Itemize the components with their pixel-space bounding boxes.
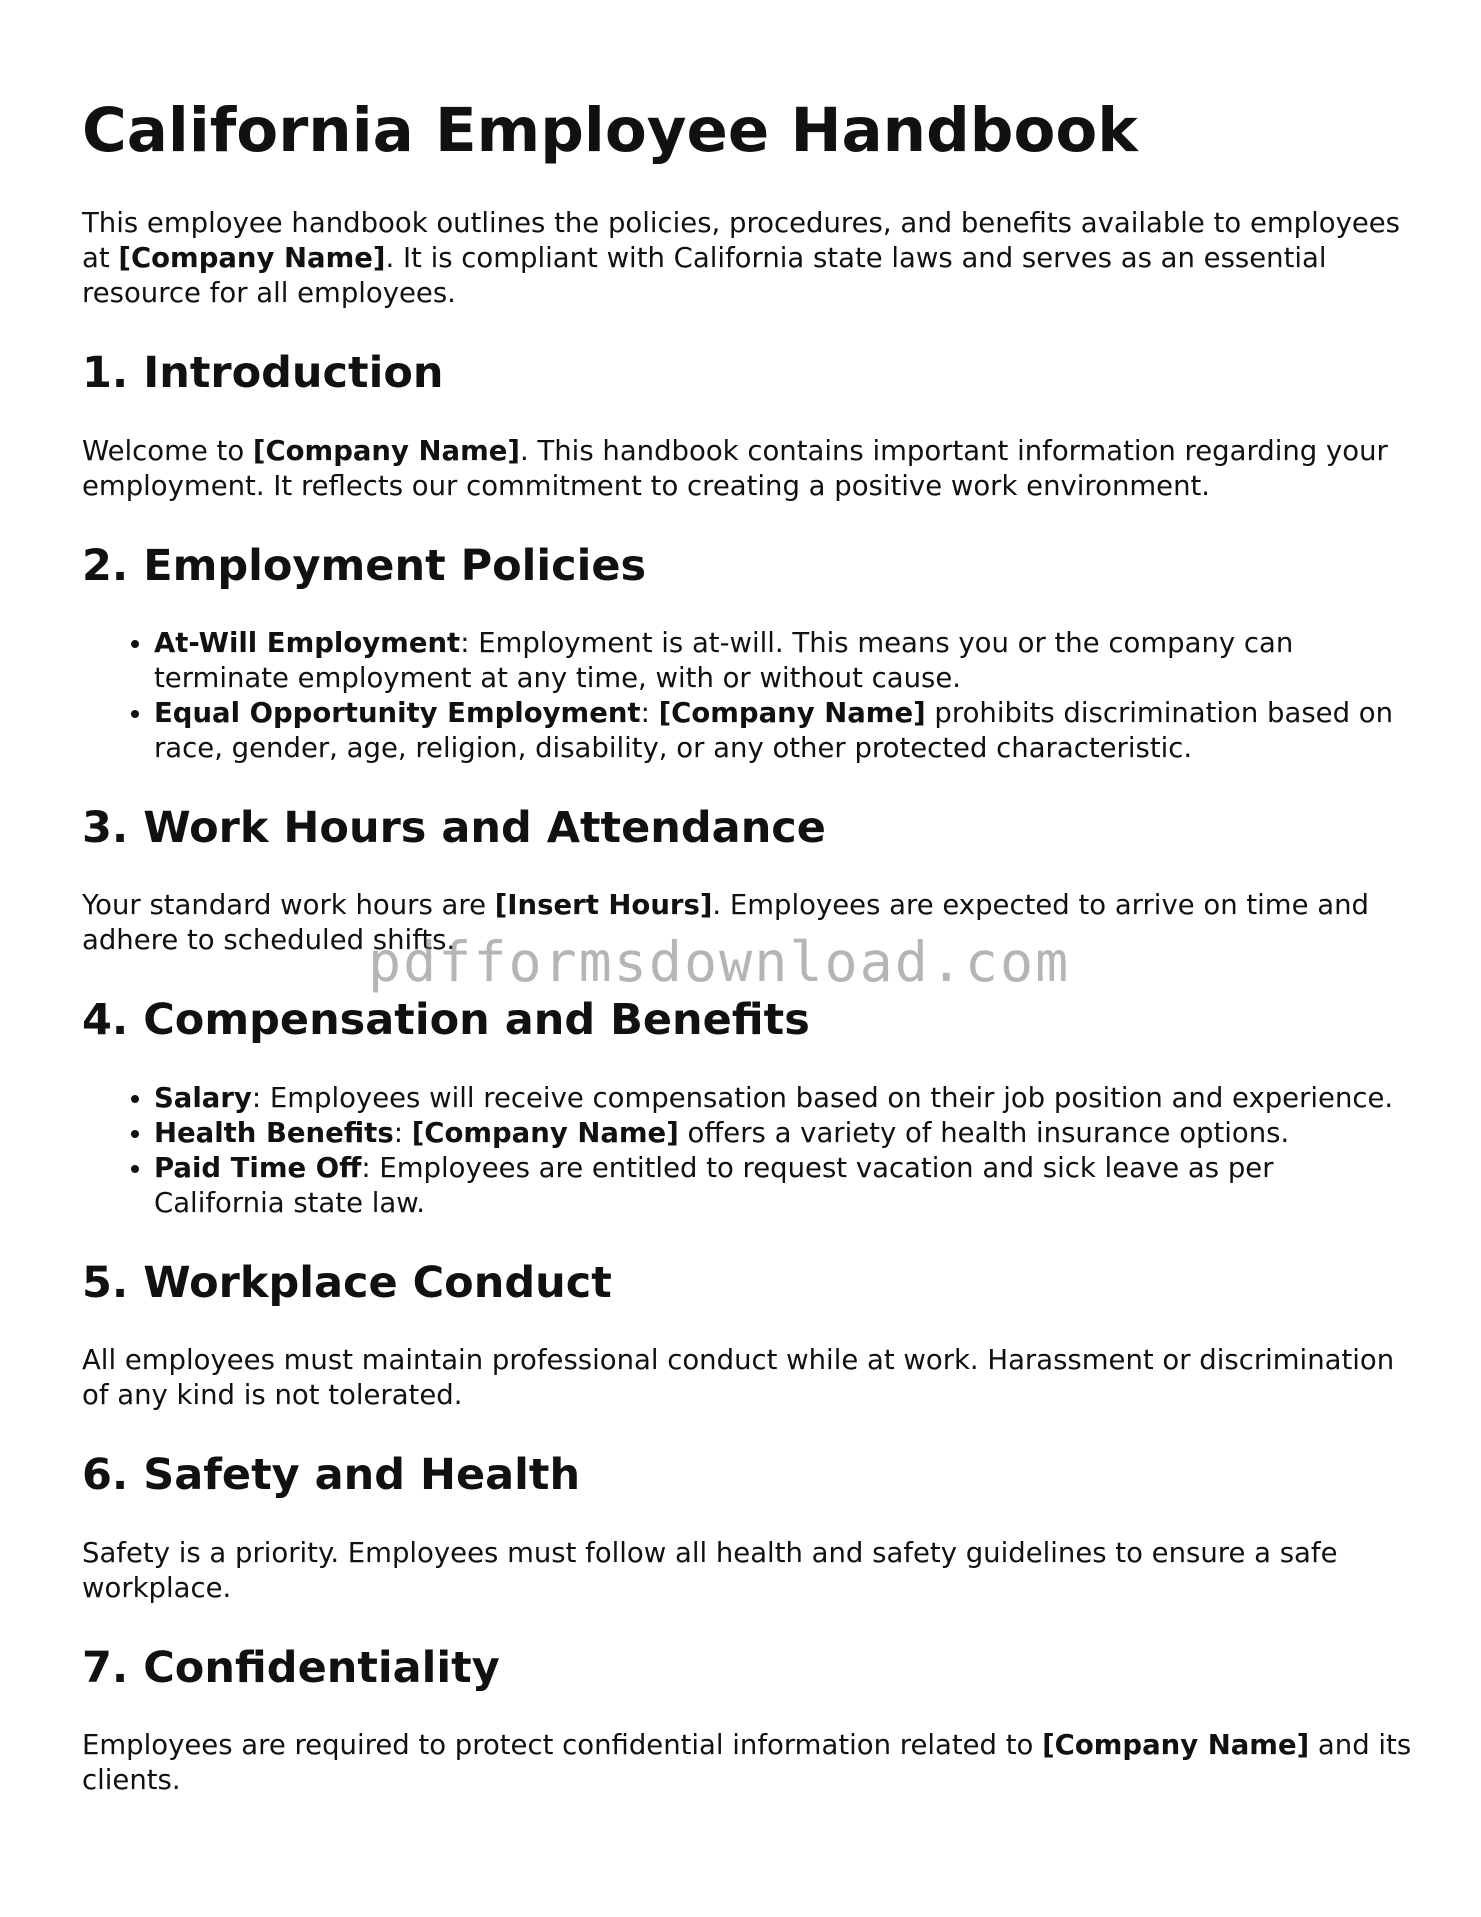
list-item-text: : Employees will receive compensation based on their job position and experience. xyxy=(251,1081,1394,1114)
list-item-health-benefits xyxy=(154,1116,1412,1151)
section-heading-employment-policies: 2. Employment Policies xyxy=(82,540,647,591)
company-name-placeholder: [Company Name] xyxy=(1042,1729,1310,1762)
list-item-separator: : xyxy=(393,1116,412,1149)
list-item-separator: : xyxy=(640,697,659,730)
section-heading-work-hours: 3. Work Hours and Attendance xyxy=(82,803,826,854)
page-title: California Employee Handbook xyxy=(82,95,1138,166)
section-heading-introduction: 1. Introduction xyxy=(82,348,444,399)
work-hours-paragraph xyxy=(82,888,1412,958)
document-page xyxy=(82,96,1412,1836)
list-item-label: Paid Time Off xyxy=(154,1151,362,1184)
list-item-paid-time-off xyxy=(154,1151,1412,1221)
introduction-paragraph xyxy=(82,434,1412,504)
list-item-equal-opportunity xyxy=(154,696,1412,766)
work-hours-text: Your standard work hours are xyxy=(82,889,495,922)
section-heading-compensation: 4. Compensation and Benefits xyxy=(82,995,810,1046)
workplace-conduct-paragraph: All employees must maintain professional conduct while at work. Harassment or discrimination of any kind is not tolerated. xyxy=(82,1344,1395,1412)
introduction-text: Welcome to xyxy=(82,434,253,467)
introduction-text-end: . This handbook contains important information regarding your employment. It reflects our commitment to creating a positive work environment. xyxy=(82,434,1388,502)
work-hours-text-end: . Employees are expected to arrive on time and adhere to scheduled shifts. xyxy=(82,889,1369,957)
company-name-placeholder: [Company Name] xyxy=(411,1116,679,1149)
compensation-list xyxy=(82,1081,1412,1221)
company-name-placeholder: [Company Name] xyxy=(658,697,926,730)
confidentiality-text-end: and its clients. xyxy=(82,1729,1412,1797)
list-item-text: : Employment is at-will. This means you or the company can terminate employment at any time, with or without cause. xyxy=(154,627,1294,695)
intro-text-end: . It is compliant with California state laws and serves as an essential resource for all employees. xyxy=(82,242,1327,310)
hours-placeholder: [Insert Hours] xyxy=(494,889,713,922)
list-item-text: prohibits discrimination based on race, gender, age, religion, disability, or any other protected characteristic. xyxy=(154,697,1394,765)
section-heading-confidentiality: 7. Confidentiality xyxy=(82,1642,500,1693)
list-item-text: : Employees are entitled to request vacation and sick leave as per California state law. xyxy=(154,1151,1274,1219)
list-item-label: Salary xyxy=(154,1081,252,1114)
company-name-placeholder: [Company Name] xyxy=(252,434,520,467)
list-item-label: At-Will Employment xyxy=(154,627,461,660)
confidentiality-text: Employees are required to protect confidential information related to xyxy=(82,1729,1043,1762)
list-item-text: offers a variety of health insurance options. xyxy=(678,1116,1290,1149)
list-item-at-will xyxy=(154,626,1412,696)
watermark: pdfformsdownload.com xyxy=(368,930,1071,994)
list-item-label: Equal Opportunity Employment xyxy=(154,697,641,730)
section-heading-safety-health: 6. Safety and Health xyxy=(82,1450,581,1501)
confidentiality-paragraph xyxy=(82,1728,1412,1798)
intro-text: This employee handbook outlines the policies, procedures, and benefits available to employees at xyxy=(82,207,1401,275)
section-heading-workplace-conduct: 5. Workplace Conduct xyxy=(82,1257,612,1308)
list-item-label: Health Benefits xyxy=(154,1116,394,1149)
safety-health-paragraph: Safety is a priority. Employees must follow all health and safety guidelines to ensure a safe workplace. xyxy=(82,1536,1338,1604)
company-name-placeholder: [Company Name] xyxy=(118,242,386,275)
intro-paragraph xyxy=(82,206,1412,311)
list-item-salary xyxy=(154,1081,1412,1116)
employment-policies-list xyxy=(82,626,1412,766)
